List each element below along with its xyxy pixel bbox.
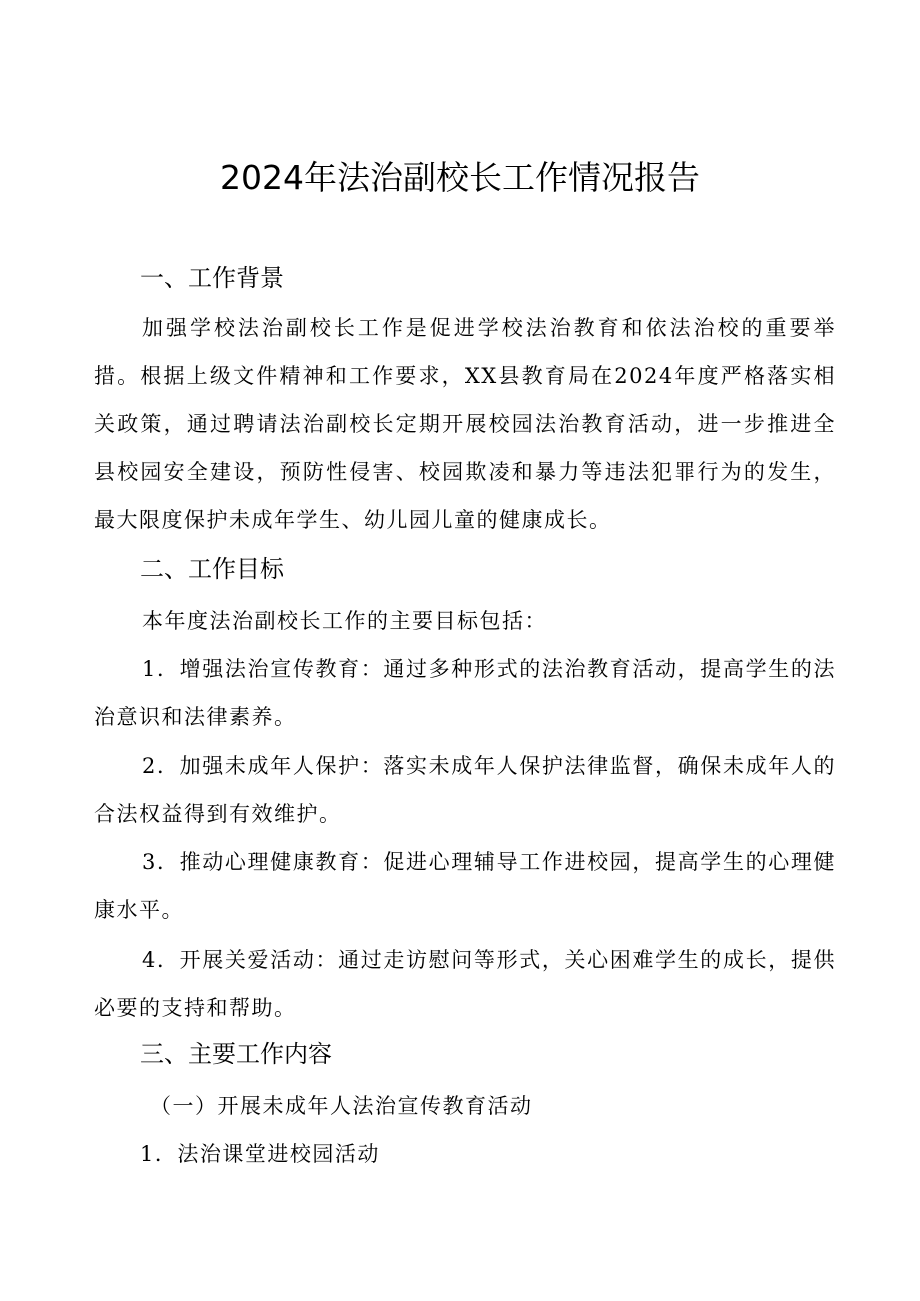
paragraph-goals-intro: 本年度法治副校长工作的主要目标包括： <box>142 609 547 633</box>
goal-item-2: 2．加强未成年人保护：落实未成年人保护法律监督，确保未成年人的合法权益得到有效维护。 <box>94 754 836 826</box>
subheading-legal-education: （一）开展未成年人法治宣传教育活动 <box>150 1094 533 1118</box>
section-heading-background: 一、工作背景 <box>140 264 284 292</box>
goal-item-3: 3．推动心理健康教育：促进心理辅导工作进校园，提高学生的心理健康水平。 <box>94 850 836 922</box>
section-heading-goals: 二、工作目标 <box>140 555 284 583</box>
list-item-legal-class: 1．法治课堂进校园活动 <box>140 1142 380 1166</box>
goal-item-4: 4．开展关爱活动：通过走访慰问等形式，关心困难学生的成长，提供必要的支持和帮助。 <box>94 948 836 1020</box>
goal-item-1: 1．增强法治宣传教育：通过多种形式的法治教育活动，提高学生的法治意识和法律素养。 <box>94 657 836 729</box>
section-heading-main-work: 三、主要工作内容 <box>140 1040 332 1068</box>
paragraph-background: 加强学校法治副校长工作是促进学校法治教育和依法治校的重要举措。根据上级文件精神和工作要求，XX县教育局在2024年度严格落实相关政策，通过聘请法治副校长定期开展校园法治教育活动，进一步推进全县校园安全建设，预防性侵害、校园欺凌和暴力等违法犯罪行为的发生，最大限度保护未成年学生、幼儿园儿童的健康成长。 <box>94 316 836 532</box>
document-title: 2024年法治副校长工作情况报告 <box>220 158 700 197</box>
